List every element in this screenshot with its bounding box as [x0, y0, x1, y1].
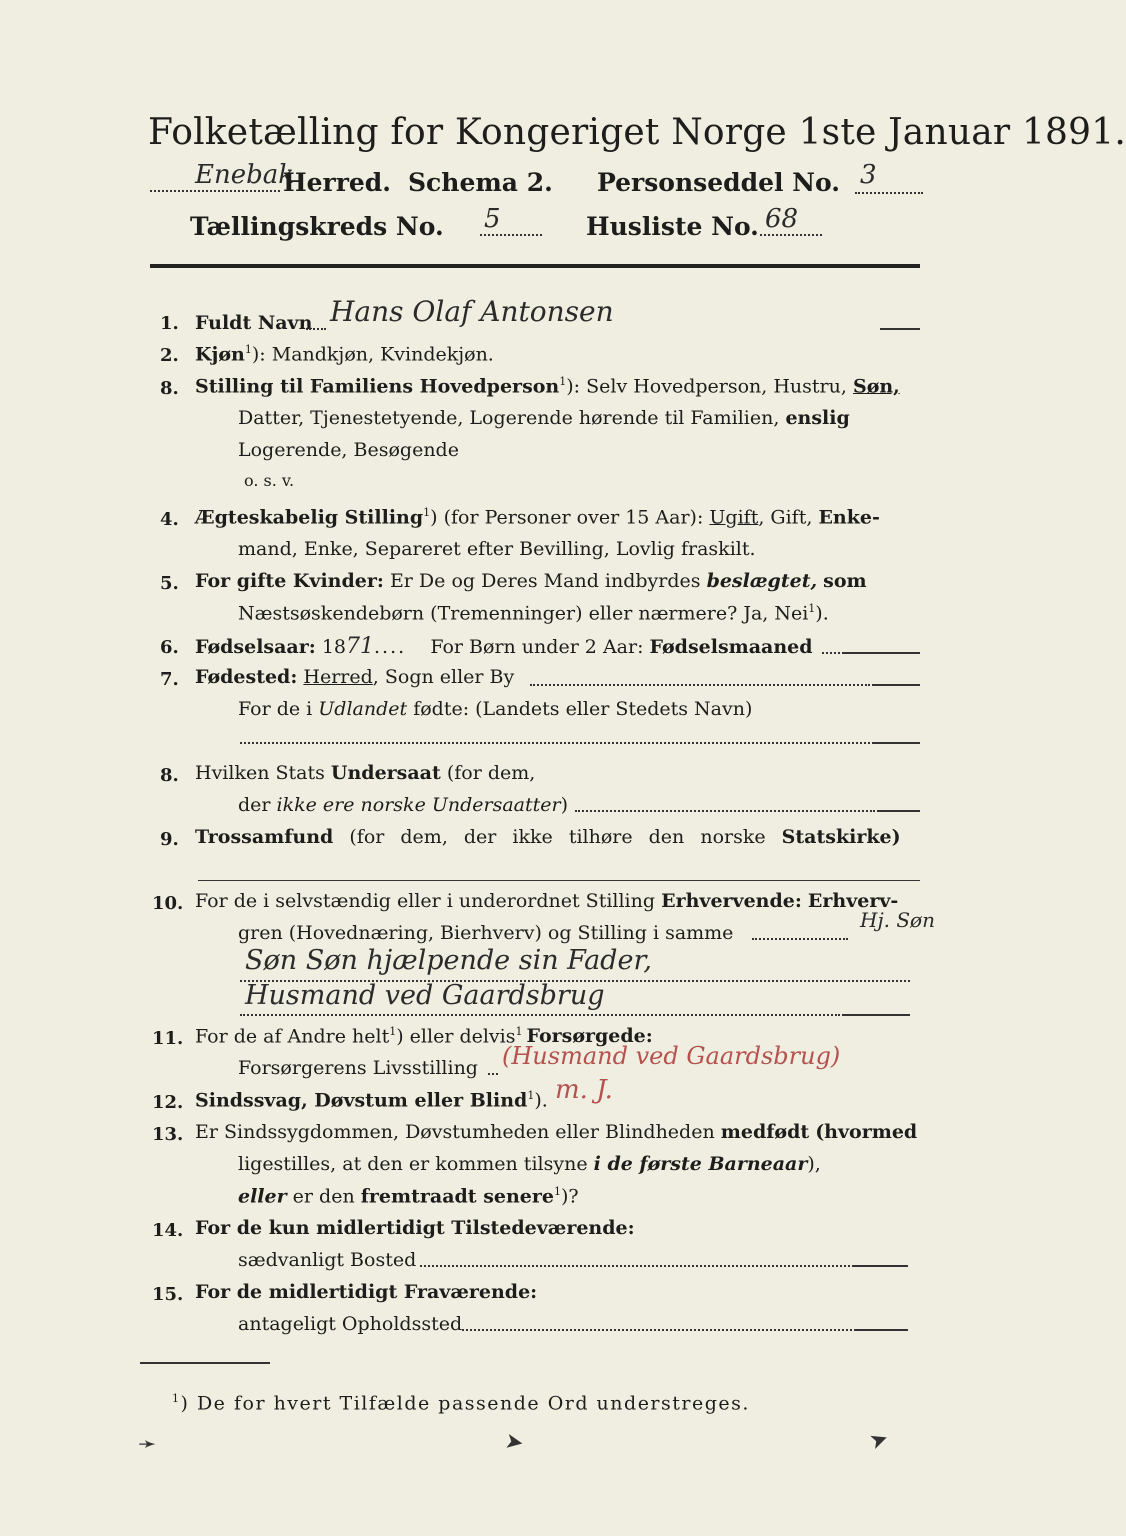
item-12-hand: m. J. — [555, 1075, 613, 1105]
item-14-number: 14. — [152, 1220, 184, 1241]
item-7-line-2b: fødte: (Landets eller Stedets Navn) — [413, 698, 753, 720]
kreds-dotted-line — [480, 234, 542, 236]
item-3-sup: 1 — [559, 375, 567, 388]
item-10-line-2-dotted — [752, 938, 848, 940]
item-13-fremtraadt: fremtraadt senere — [360, 1185, 554, 1208]
item-5-beslaegtet: beslægtet, — [706, 570, 818, 592]
item-3-son-underlined: Søn, — [852, 375, 900, 398]
herred-dotted-line — [150, 190, 280, 192]
item-1-dotted-line — [306, 328, 326, 330]
personseddel-label: Personseddel No. — [597, 168, 840, 197]
item-13-line-1a: Er Sindssygdommen, Døvstumheden eller Blindheden — [195, 1121, 715, 1143]
item-13-sup: 1 — [553, 1185, 561, 1198]
item-7-label: Fødested: — [195, 666, 298, 688]
item-12-sup: 1 — [527, 1089, 535, 1102]
item-6-rest: For Børn under 2 Aar: — [430, 636, 644, 658]
item-11-sup-1: 1 — [389, 1025, 397, 1038]
item-15-dotted-line — [462, 1329, 852, 1331]
item-4-enke: Enke- — [818, 506, 880, 529]
item-5-line-2: Næstsøskendebørn (Tremenninger) eller nærmere? Ja, Nei$^1$). — [238, 602, 829, 625]
item-7-number: 7. — [160, 669, 179, 690]
item-2-text — [195, 343, 494, 365]
header-rule — [150, 264, 920, 268]
item-8-number: 8. — [160, 765, 179, 786]
item-3-line-4: o. s. v. — [244, 471, 295, 490]
item-13-line-3 — [238, 1185, 579, 1207]
form-title: Folketælling for Kongeriget Norge 1ste Januar 1891. — [148, 112, 1126, 153]
item-2-label: Kjøn — [195, 343, 245, 366]
item-7-rest: , Sogn eller By — [372, 666, 515, 688]
item-13-line-3a: eller — [238, 1185, 287, 1208]
item-5-line-1a: Er De og Deres Mand indbyrdes — [389, 570, 701, 592]
kreds-label: Tællingskreds No. — [190, 212, 444, 241]
item-11-number: 11. — [152, 1028, 184, 1049]
item-8-end-line — [877, 810, 920, 812]
item-10-line-2: gren (Hovednæring, Bierhverv) og Stilling i samme — [238, 922, 734, 944]
personseddel-value: 3 — [860, 160, 877, 190]
item-6-text — [195, 634, 813, 659]
item-13-line-3b: er den — [292, 1185, 355, 1208]
item-10-number: 10. — [152, 893, 184, 914]
husliste-label: Husliste No. — [586, 212, 759, 241]
item-7-herred-underlined: Herred — [303, 666, 373, 688]
item-4-ugift-underlined: Ugift — [709, 506, 759, 529]
item-3-line-3: Logerende, Besøgende — [238, 439, 459, 461]
item-7-line-2 — [238, 698, 752, 720]
item-13-line-2b: i de første Barneaar — [593, 1153, 808, 1175]
item-10-erhvervende: Erhvervende: — [661, 890, 802, 912]
item-3-line-2 — [238, 407, 850, 429]
item-5-number: 5. — [160, 573, 179, 594]
item-1-end-line — [880, 328, 920, 330]
item-11-line-2-dotted — [488, 1073, 498, 1075]
item-3-line-1-text: ): Selv Hovedperson, Hustru, — [566, 375, 847, 398]
item-2-rest: ): — [251, 343, 272, 366]
item-13-line-2 — [238, 1153, 821, 1175]
item-8-line-2c: ) — [560, 794, 569, 816]
registration-mark-left-icon: ➛ — [138, 1432, 157, 1457]
item-10-line-1 — [195, 890, 898, 912]
item-11-forsorgede: Forsørgede: — [526, 1025, 653, 1048]
item-9-label: Trossamfund — [195, 826, 334, 848]
item-15-label: For de midlertidigt Fraværende: — [195, 1281, 538, 1303]
item-11-line-1b: ) eller delvis — [396, 1025, 516, 1048]
schema-label: Schema 2. — [408, 168, 553, 197]
item-10-line-4-dotted — [240, 1014, 840, 1016]
item-7-line-1 — [195, 666, 514, 688]
kreds-value: 5 — [484, 204, 501, 234]
item-6-end-line — [842, 652, 920, 654]
item-5-som: som — [823, 570, 867, 592]
item-5-label: For gifte Kvinder: — [195, 570, 384, 592]
item-13-line-3c: )? — [560, 1185, 579, 1208]
item-9-text — [195, 826, 901, 848]
item-15-number: 15. — [152, 1284, 184, 1305]
item-6-number: 6. — [160, 637, 179, 658]
item-2-kvindekjon: , Kvindekjøn. — [368, 343, 494, 366]
personseddel-dotted-line — [855, 192, 923, 194]
item-13-line-2a: ligestilles, at den er kommen tilsyne — [238, 1153, 588, 1175]
item-7-dotted-line — [530, 684, 870, 686]
item-7-line-3-dotted — [240, 742, 870, 744]
item-4-line-2: mand, Enke, Separeret efter Bevilling, Lovlig fraskilt. — [238, 538, 756, 560]
item-10-hand-2: Søn Søn hjælpende sin Fader, — [245, 945, 652, 976]
item-2-number: 2. — [160, 345, 179, 366]
item-10-hand-3: Husmand ved Gaardsbrug — [245, 980, 605, 1011]
item-8-line-1 — [195, 762, 535, 784]
item-5-line-1 — [195, 570, 867, 592]
item-6-label: Fødselsaar: — [195, 636, 316, 658]
item-6-dotted-line — [822, 652, 840, 654]
footnote — [172, 1392, 750, 1414]
registration-mark-right-icon: ➤ — [866, 1425, 893, 1456]
item-4-line-1b: , Gift, — [758, 506, 813, 529]
item-13-number: 13. — [152, 1124, 184, 1145]
footnote-sup: 1 — [172, 1392, 181, 1405]
item-10-hand-1: Hj. Søn — [860, 908, 935, 932]
item-6-maaned: Fødselsmaaned — [649, 636, 813, 658]
item-11-hand: (Husmand ved Gaardsbrug) — [502, 1042, 841, 1070]
item-6-prefix: 18 — [321, 636, 346, 658]
item-12-number: 12. — [152, 1092, 184, 1113]
herred-value: Enebak — [195, 160, 295, 190]
item-11-sup-2: 1 — [515, 1025, 523, 1038]
item-4-sup: 1 — [423, 506, 431, 519]
item-10-erhverv: Erhverv- — [807, 890, 899, 912]
item-12-label: Sindssvag, Døvstum eller Blind — [195, 1089, 528, 1112]
item-10-line-4-end — [842, 1014, 910, 1016]
item-14-label: For de kun midlertidigt Tilstedeværende: — [195, 1217, 635, 1239]
item-8-line-1b: (for dem, — [446, 762, 536, 784]
item-8-line-2b: ikke ere norske Undersaatter — [276, 794, 561, 816]
item-8-line-2a: der — [238, 794, 271, 816]
item-14-line-2: sædvanligt Bosted — [238, 1249, 417, 1271]
item-8-dotted-line — [575, 810, 875, 812]
item-8-line-2 — [238, 794, 568, 816]
item-13-hvormed: (hvormed — [815, 1121, 918, 1143]
item-9-number: 9. — [160, 829, 179, 850]
item-1-number: 1. — [160, 313, 179, 334]
item-10-line-1a: For de i selvstændig eller i underordnet Stilling — [195, 890, 656, 912]
item-2-sup: 1 — [244, 343, 252, 356]
item-3-line-1 — [195, 375, 900, 397]
item-3-line-2-text: Datter, Tjenestetyende, Logerende hørende til Familien, — [238, 407, 780, 429]
registration-mark-center-icon: ➤ — [502, 1428, 526, 1457]
footnote-text: ) De for hvert Tilfælde passende Ord understreges. — [180, 1392, 750, 1415]
item-9-answer-line — [198, 880, 920, 881]
item-4-line-1 — [195, 506, 880, 528]
item-8-undersaat: Undersaat — [330, 762, 441, 784]
item-7-udlandet: Udlandet — [318, 698, 408, 720]
item-6-dots: .... — [374, 636, 407, 658]
herred-label: Herred. — [283, 168, 391, 197]
item-11-line-2: Forsørgerens Livsstilling — [238, 1057, 478, 1079]
item-5-sup: 1 — [808, 602, 816, 615]
item-5-line-2-text: Næstsøskendebørn (Tremenninger) eller nærmere? Ja, Nei — [238, 602, 809, 625]
item-14-end-line — [852, 1265, 908, 1267]
item-13-line-2c: ), — [807, 1153, 821, 1175]
item-7-end-line — [872, 684, 920, 686]
item-4-label: Ægteskabelig Stilling — [195, 506, 424, 529]
item-3-enslig: enslig — [785, 407, 850, 429]
husliste-value: 68 — [765, 204, 799, 234]
footnote-rule — [140, 1362, 270, 1364]
item-4-line-1a: ) (for Personer over 15 Aar): — [430, 506, 704, 529]
item-6-value: 71 — [346, 634, 374, 659]
item-9-statskirke: Statskirke) — [781, 826, 901, 848]
item-1-label: Fuldt Navn — [195, 312, 313, 334]
item-13-line-1 — [195, 1121, 917, 1143]
item-4-number: 4. — [160, 509, 179, 530]
item-3-number: 8. — [160, 378, 179, 399]
item-13-medfodt: medfødt — [720, 1121, 810, 1143]
husliste-dotted-line — [760, 234, 822, 236]
item-11-line-1a: For de af Andre helt — [195, 1025, 390, 1048]
item-2-mandkjon: Mandkjøn — [271, 343, 368, 366]
item-3-label: Stilling til Familiens Hovedperson — [195, 375, 560, 398]
item-12-text: Sindssvag, Døvstum eller Blind$^1$). — [195, 1089, 548, 1112]
item-15-line-2: antageligt Opholdssted — [238, 1313, 463, 1335]
item-14-dotted-line — [420, 1265, 850, 1267]
item-9-rest: (for dem, der ikke tilhøre den norske — [349, 826, 766, 848]
item-1-value: Hans Olaf Antonsen — [330, 295, 614, 328]
item-7-line-3-end — [872, 742, 920, 744]
item-15-end-line — [854, 1329, 908, 1331]
item-7-line-2a: For de i — [238, 698, 313, 720]
item-8-line-1a: Hvilken Stats — [195, 762, 325, 784]
